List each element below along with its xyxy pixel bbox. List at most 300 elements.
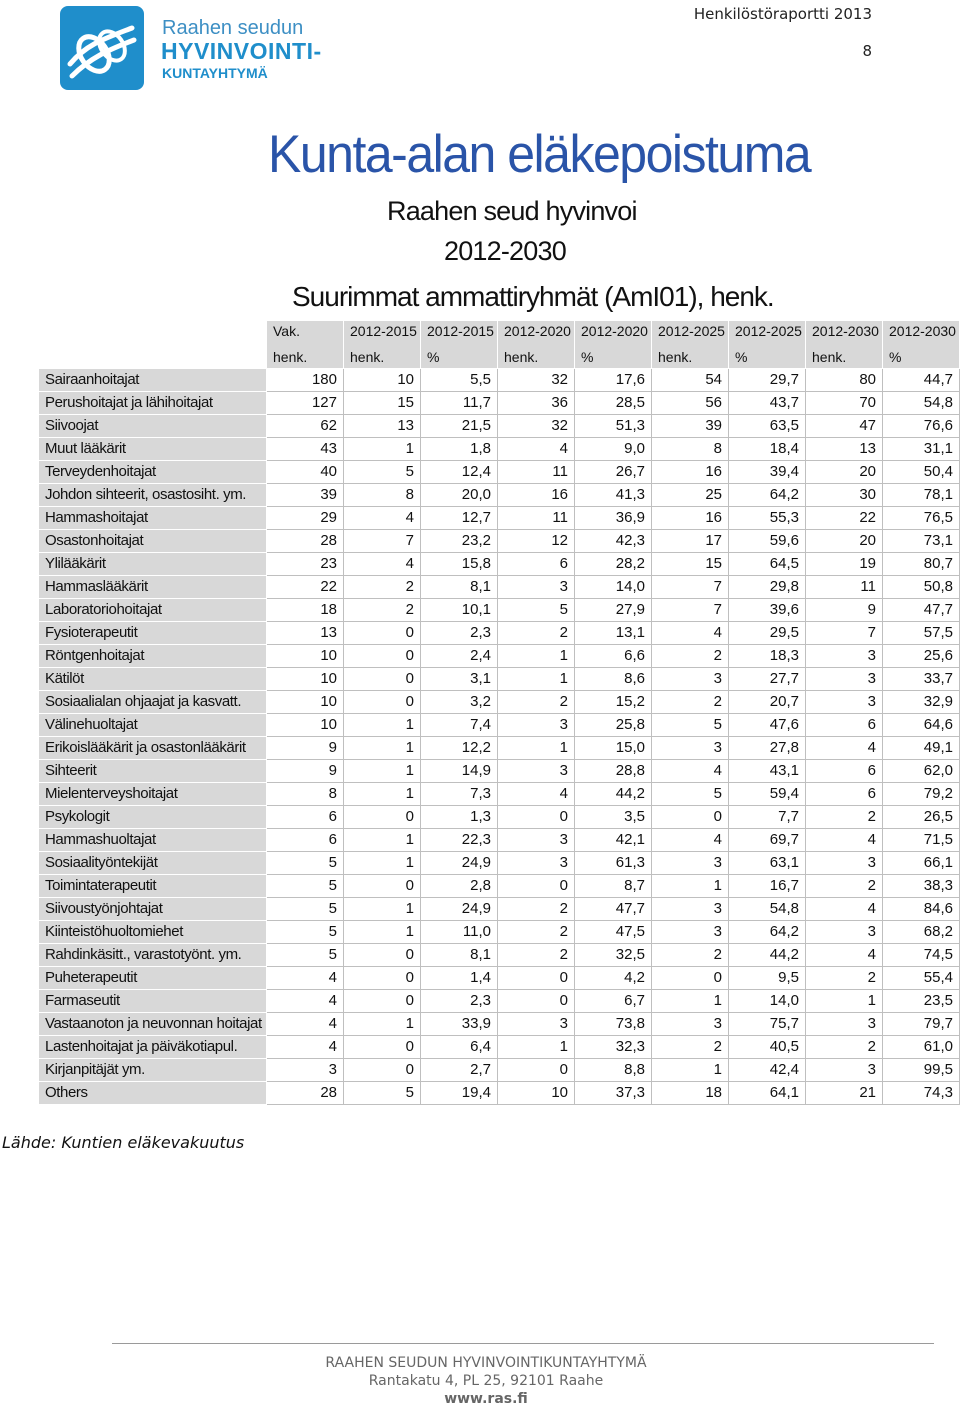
table-row — [39, 553, 960, 576]
value-cell: 4 — [806, 829, 883, 852]
column-header-bottom: henk. — [812, 349, 847, 365]
value-cell: 4 — [806, 944, 883, 967]
value-cell: 10 — [498, 1082, 575, 1105]
value-cell: 29 — [267, 507, 344, 530]
column-header — [729, 321, 806, 369]
value-cell: 39,4 — [729, 461, 806, 484]
value-cell: 31,1 — [883, 438, 960, 461]
column-header — [421, 321, 498, 369]
value-cell: 29,7 — [729, 369, 806, 392]
value-cell: 4 — [806, 898, 883, 921]
value-cell: 7 — [652, 599, 729, 622]
table-row — [39, 760, 960, 783]
value-cell: 6 — [806, 760, 883, 783]
column-header-bottom: % — [889, 349, 902, 365]
column-header — [883, 321, 960, 369]
table-row — [39, 921, 960, 944]
occupation-name-cell: Puheterapeutit — [39, 967, 267, 990]
value-cell: 3 — [498, 714, 575, 737]
value-cell: 15,8 — [421, 553, 498, 576]
value-cell: 8,8 — [575, 1059, 652, 1082]
value-cell: 4 — [267, 1036, 344, 1059]
occupation-name-cell: Kätilöt — [39, 668, 267, 691]
value-cell: 22 — [267, 576, 344, 599]
value-cell: 5 — [498, 599, 575, 622]
value-cell: 61,0 — [883, 1036, 960, 1059]
value-cell: 1 — [344, 438, 421, 461]
value-cell: 17,6 — [575, 369, 652, 392]
value-cell: 2,8 — [421, 875, 498, 898]
occupation-name-cell: Toimintaterapeutit — [39, 875, 267, 898]
value-cell: 74,5 — [883, 944, 960, 967]
occupation-name-cell: Hammaslääkärit — [39, 576, 267, 599]
value-cell: 32 — [498, 415, 575, 438]
value-cell: 0 — [498, 990, 575, 1013]
value-cell: 15,0 — [575, 737, 652, 760]
occupation-name-cell: Erikoislääkärit ja osastonlääkärit — [39, 737, 267, 760]
value-cell: 8 — [652, 438, 729, 461]
value-cell: 64,2 — [729, 921, 806, 944]
value-cell: 47,5 — [575, 921, 652, 944]
value-cell: 71,5 — [883, 829, 960, 852]
value-cell: 6 — [267, 806, 344, 829]
table-row — [39, 369, 960, 392]
occupation-name-cell: Siivoustyönjohtajat — [39, 898, 267, 921]
value-cell: 5 — [267, 921, 344, 944]
value-cell: 29,8 — [729, 576, 806, 599]
value-cell: 0 — [344, 806, 421, 829]
value-cell: 1 — [344, 852, 421, 875]
column-header-bottom: % — [427, 349, 440, 365]
table-row — [39, 438, 960, 461]
value-cell: 7 — [652, 576, 729, 599]
column-header-top: 2012-2015 — [427, 323, 494, 339]
occupation-name-cell: Terveydenhoitajat — [39, 461, 267, 484]
table-row — [39, 599, 960, 622]
value-cell: 22 — [806, 507, 883, 530]
value-cell: 4 — [806, 737, 883, 760]
value-cell: 1 — [498, 1036, 575, 1059]
page-number: 8 — [862, 42, 872, 60]
value-cell: 64,5 — [729, 553, 806, 576]
value-cell: 4 — [344, 553, 421, 576]
value-cell: 30 — [806, 484, 883, 507]
value-cell: 62,0 — [883, 760, 960, 783]
value-cell: 6 — [806, 783, 883, 806]
footer-website-link[interactable]: www.ras.fi — [444, 1391, 528, 1407]
value-cell: 8,7 — [575, 875, 652, 898]
column-header — [806, 321, 883, 369]
value-cell: 76,5 — [883, 507, 960, 530]
value-cell: 47 — [806, 415, 883, 438]
value-cell: 68,2 — [883, 921, 960, 944]
value-cell: 4 — [652, 622, 729, 645]
value-cell: 4 — [267, 990, 344, 1013]
value-cell: 0 — [344, 691, 421, 714]
value-cell: 47,7 — [883, 599, 960, 622]
value-cell: 3 — [806, 852, 883, 875]
value-cell: 7,4 — [421, 714, 498, 737]
value-cell: 0 — [498, 806, 575, 829]
value-cell: 2 — [806, 967, 883, 990]
value-cell: 6,4 — [421, 1036, 498, 1059]
value-cell: 57,5 — [883, 622, 960, 645]
occupation-name-cell: Psykologit — [39, 806, 267, 829]
table-row — [39, 852, 960, 875]
value-cell: 16,7 — [729, 875, 806, 898]
report-title: Henkilöstöraportti 2013 — [693, 5, 872, 23]
value-cell: 2,3 — [421, 990, 498, 1013]
value-cell: 39,6 — [729, 599, 806, 622]
value-cell: 4 — [652, 829, 729, 852]
logo-text-line2: HYVINVOINTI- — [161, 38, 322, 64]
value-cell: 63,1 — [729, 852, 806, 875]
figure-subtitle-groups: Suurimmat ammattiryhmät (AmI01), henk. — [292, 281, 774, 312]
footer-divider — [112, 1343, 934, 1344]
value-cell: 4 — [267, 967, 344, 990]
value-cell: 23,2 — [421, 530, 498, 553]
value-cell: 20,7 — [729, 691, 806, 714]
retirement-table-container — [38, 320, 960, 1105]
table-row — [39, 645, 960, 668]
value-cell: 3 — [498, 829, 575, 852]
value-cell: 43,1 — [729, 760, 806, 783]
column-header-bottom: henk. — [273, 349, 308, 365]
value-cell: 3 — [267, 1059, 344, 1082]
table-header-row — [39, 321, 960, 369]
value-cell: 6 — [806, 714, 883, 737]
footer-address: Rantakatu 4, PL 25, 92101 Raahe — [368, 1373, 604, 1389]
organization-logo-icon — [60, 6, 144, 90]
value-cell: 0 — [498, 967, 575, 990]
value-cell: 2 — [344, 576, 421, 599]
value-cell: 19 — [806, 553, 883, 576]
column-header-bottom: henk. — [658, 349, 693, 365]
value-cell: 59,6 — [729, 530, 806, 553]
value-cell: 33,9 — [421, 1013, 498, 1036]
value-cell: 6 — [267, 829, 344, 852]
value-cell: 9 — [267, 737, 344, 760]
value-cell: 2 — [498, 898, 575, 921]
value-cell: 1,4 — [421, 967, 498, 990]
value-cell: 3 — [806, 921, 883, 944]
value-cell: 84,6 — [883, 898, 960, 921]
value-cell: 64,2 — [729, 484, 806, 507]
value-cell: 3 — [652, 852, 729, 875]
value-cell: 10 — [344, 369, 421, 392]
value-cell: 32,3 — [575, 1036, 652, 1059]
value-cell: 26,5 — [883, 806, 960, 829]
value-cell: 5 — [267, 852, 344, 875]
value-cell: 3 — [498, 576, 575, 599]
value-cell: 43 — [267, 438, 344, 461]
value-cell: 32,5 — [575, 944, 652, 967]
occupation-name-cell: Välinehuoltajat — [39, 714, 267, 737]
value-cell: 1 — [344, 737, 421, 760]
value-cell: 80 — [806, 369, 883, 392]
occupation-name-cell: Perushoitajat ja lähihoitajat — [39, 392, 267, 415]
value-cell: 32 — [498, 369, 575, 392]
value-cell: 5,5 — [421, 369, 498, 392]
value-cell: 2 — [652, 1036, 729, 1059]
value-cell: 0 — [344, 622, 421, 645]
value-cell: 20,0 — [421, 484, 498, 507]
table-row — [39, 530, 960, 553]
table-row — [39, 875, 960, 898]
value-cell: 11 — [806, 576, 883, 599]
value-cell: 0 — [652, 967, 729, 990]
header-blank-cell — [39, 321, 267, 369]
table-row — [39, 737, 960, 760]
value-cell: 27,8 — [729, 737, 806, 760]
value-cell: 2 — [806, 806, 883, 829]
value-cell: 51,3 — [575, 415, 652, 438]
value-cell: 1 — [652, 875, 729, 898]
value-cell: 17 — [652, 530, 729, 553]
value-cell: 27,7 — [729, 668, 806, 691]
value-cell: 50,4 — [883, 461, 960, 484]
value-cell: 27,9 — [575, 599, 652, 622]
table-row — [39, 990, 960, 1013]
value-cell: 0 — [344, 990, 421, 1013]
value-cell: 25,8 — [575, 714, 652, 737]
occupation-name-cell: Kiinteistöhuoltomiehet — [39, 921, 267, 944]
value-cell: 12,2 — [421, 737, 498, 760]
value-cell: 1 — [344, 1013, 421, 1036]
value-cell: 73,1 — [883, 530, 960, 553]
value-cell: 1 — [652, 990, 729, 1013]
value-cell: 5 — [652, 783, 729, 806]
knot-icon — [60, 6, 144, 90]
value-cell: 2 — [498, 921, 575, 944]
value-cell: 63,5 — [729, 415, 806, 438]
value-cell: 1 — [652, 1059, 729, 1082]
value-cell: 20 — [806, 530, 883, 553]
value-cell: 9,5 — [729, 967, 806, 990]
column-header-top: 2012-2015 — [350, 323, 417, 339]
value-cell: 8,1 — [421, 944, 498, 967]
value-cell: 1 — [498, 737, 575, 760]
value-cell: 23 — [267, 553, 344, 576]
value-cell: 2 — [498, 691, 575, 714]
value-cell: 14,0 — [729, 990, 806, 1013]
value-cell: 13 — [267, 622, 344, 645]
value-cell: 2,3 — [421, 622, 498, 645]
value-cell: 3 — [806, 1059, 883, 1082]
value-cell: 3 — [806, 691, 883, 714]
retirement-table — [38, 320, 960, 1105]
figure-title: Kunta-alan eläkepoistuma — [268, 124, 811, 184]
value-cell: 0 — [344, 1036, 421, 1059]
value-cell: 2 — [652, 691, 729, 714]
value-cell: 47,7 — [575, 898, 652, 921]
value-cell: 11,7 — [421, 392, 498, 415]
value-cell: 9 — [267, 760, 344, 783]
value-cell: 24,9 — [421, 852, 498, 875]
value-cell: 2 — [344, 599, 421, 622]
value-cell: 5 — [267, 875, 344, 898]
occupation-name-cell: Osastonhoitajat — [39, 530, 267, 553]
value-cell: 44,2 — [729, 944, 806, 967]
value-cell: 0 — [652, 806, 729, 829]
value-cell: 7,3 — [421, 783, 498, 806]
table-row — [39, 1059, 960, 1082]
value-cell: 21,5 — [421, 415, 498, 438]
table-body — [39, 369, 960, 1105]
value-cell: 61,3 — [575, 852, 652, 875]
value-cell: 1 — [498, 645, 575, 668]
occupation-name-cell: Kirjanpitäjät ym. — [39, 1059, 267, 1082]
value-cell: 16 — [652, 507, 729, 530]
occupation-name-cell: Others — [39, 1082, 267, 1105]
column-header-bottom: % — [581, 349, 594, 365]
value-cell: 10 — [267, 714, 344, 737]
value-cell: 1 — [498, 668, 575, 691]
occupation-name-cell: Johdon sihteerit, osastosiht. ym. — [39, 484, 267, 507]
occupation-name-cell: Hammashuoltajat — [39, 829, 267, 852]
value-cell: 16 — [498, 484, 575, 507]
occupation-name-cell: Hammashoitajat — [39, 507, 267, 530]
value-cell: 18 — [267, 599, 344, 622]
value-cell: 2 — [652, 944, 729, 967]
value-cell: 28 — [267, 1082, 344, 1105]
column-header-top: 2012-2030 — [812, 323, 879, 339]
value-cell: 74,3 — [883, 1082, 960, 1105]
table-row — [39, 507, 960, 530]
value-cell: 6 — [498, 553, 575, 576]
value-cell: 6,7 — [575, 990, 652, 1013]
value-cell: 40 — [267, 461, 344, 484]
value-cell: 42,3 — [575, 530, 652, 553]
table-row — [39, 1036, 960, 1059]
value-cell: 13 — [344, 415, 421, 438]
occupation-name-cell: Fysioterapeutit — [39, 622, 267, 645]
value-cell: 13,1 — [575, 622, 652, 645]
value-cell: 18,4 — [729, 438, 806, 461]
value-cell: 39 — [652, 415, 729, 438]
source-note: Lähde: Kuntien eläkevakuutus — [2, 1133, 245, 1152]
value-cell: 0 — [498, 1059, 575, 1082]
occupation-name-cell: Vastaanoton ja neuvonnan hoitajat — [39, 1013, 267, 1036]
value-cell: 38,3 — [883, 875, 960, 898]
table-row — [39, 829, 960, 852]
value-cell: 15 — [344, 392, 421, 415]
table-row — [39, 967, 960, 990]
table-row — [39, 944, 960, 967]
value-cell: 55,3 — [729, 507, 806, 530]
value-cell: 4 — [652, 760, 729, 783]
logo-text-line3: KUNTAYHTYMÄ — [162, 65, 268, 81]
column-header-top: 2012-2020 — [581, 323, 648, 339]
occupation-name-cell: Muut lääkärit — [39, 438, 267, 461]
value-cell: 3 — [652, 921, 729, 944]
value-cell: 7,7 — [729, 806, 806, 829]
occupation-name-cell: Farmaseutit — [39, 990, 267, 1013]
value-cell: 8,6 — [575, 668, 652, 691]
value-cell: 5 — [267, 944, 344, 967]
value-cell: 54 — [652, 369, 729, 392]
value-cell: 36,9 — [575, 507, 652, 530]
value-cell: 0 — [344, 944, 421, 967]
value-cell: 3,1 — [421, 668, 498, 691]
occupation-name-cell: Mielenterveyshoitajat — [39, 783, 267, 806]
column-header-top: 2012-2030 — [889, 323, 956, 339]
table-row — [39, 415, 960, 438]
value-cell: 1 — [344, 714, 421, 737]
occupation-name-cell: Lastenhoitajat ja päiväkotiapul. — [39, 1036, 267, 1059]
value-cell: 1 — [806, 990, 883, 1013]
value-cell: 3 — [652, 898, 729, 921]
table-row — [39, 484, 960, 507]
value-cell: 1 — [344, 760, 421, 783]
value-cell: 3 — [498, 852, 575, 875]
occupation-name-cell: Sihteerit — [39, 760, 267, 783]
value-cell: 99,5 — [883, 1059, 960, 1082]
value-cell: 4 — [267, 1013, 344, 1036]
value-cell: 4 — [498, 783, 575, 806]
value-cell: 15,2 — [575, 691, 652, 714]
value-cell: 16 — [652, 461, 729, 484]
value-cell: 1,8 — [421, 438, 498, 461]
value-cell: 11,0 — [421, 921, 498, 944]
value-cell: 5 — [267, 898, 344, 921]
value-cell: 2 — [652, 645, 729, 668]
value-cell: 32,9 — [883, 691, 960, 714]
value-cell: 18,3 — [729, 645, 806, 668]
value-cell: 36 — [498, 392, 575, 415]
value-cell: 20 — [806, 461, 883, 484]
value-cell: 5 — [344, 461, 421, 484]
column-header — [575, 321, 652, 369]
value-cell: 0 — [344, 875, 421, 898]
value-cell: 3 — [498, 1013, 575, 1036]
value-cell: 9,0 — [575, 438, 652, 461]
value-cell: 28 — [267, 530, 344, 553]
value-cell: 50,8 — [883, 576, 960, 599]
value-cell: 79,7 — [883, 1013, 960, 1036]
value-cell: 4 — [498, 438, 575, 461]
occupation-name-cell: Laboratoriohoitajat — [39, 599, 267, 622]
figure-subtitle-organization: Raahen seud hyvinvoi — [387, 196, 637, 226]
value-cell: 5 — [652, 714, 729, 737]
value-cell: 9 — [806, 599, 883, 622]
value-cell: 43,7 — [729, 392, 806, 415]
table-row — [39, 898, 960, 921]
column-header-top: 2012-2025 — [735, 323, 802, 339]
value-cell: 127 — [267, 392, 344, 415]
value-cell: 64,1 — [729, 1082, 806, 1105]
value-cell: 76,6 — [883, 415, 960, 438]
value-cell: 75,7 — [729, 1013, 806, 1036]
value-cell: 12 — [498, 530, 575, 553]
occupation-name-cell: Sosiaalityöntekijät — [39, 852, 267, 875]
occupation-name-cell: Rahdinkäsitt., varastotyönt. ym. — [39, 944, 267, 967]
value-cell: 4 — [344, 507, 421, 530]
value-cell: 8 — [344, 484, 421, 507]
value-cell: 1 — [344, 829, 421, 852]
value-cell: 3 — [806, 645, 883, 668]
value-cell: 14,0 — [575, 576, 652, 599]
occupation-name-cell: Siivoojat — [39, 415, 267, 438]
value-cell: 80,7 — [883, 553, 960, 576]
value-cell: 10 — [267, 691, 344, 714]
figure-subtitle-period: 2012-2030 — [444, 236, 566, 266]
value-cell: 66,1 — [883, 852, 960, 875]
value-cell: 73,8 — [575, 1013, 652, 1036]
value-cell: 24,9 — [421, 898, 498, 921]
value-cell: 55,4 — [883, 967, 960, 990]
value-cell: 42,1 — [575, 829, 652, 852]
